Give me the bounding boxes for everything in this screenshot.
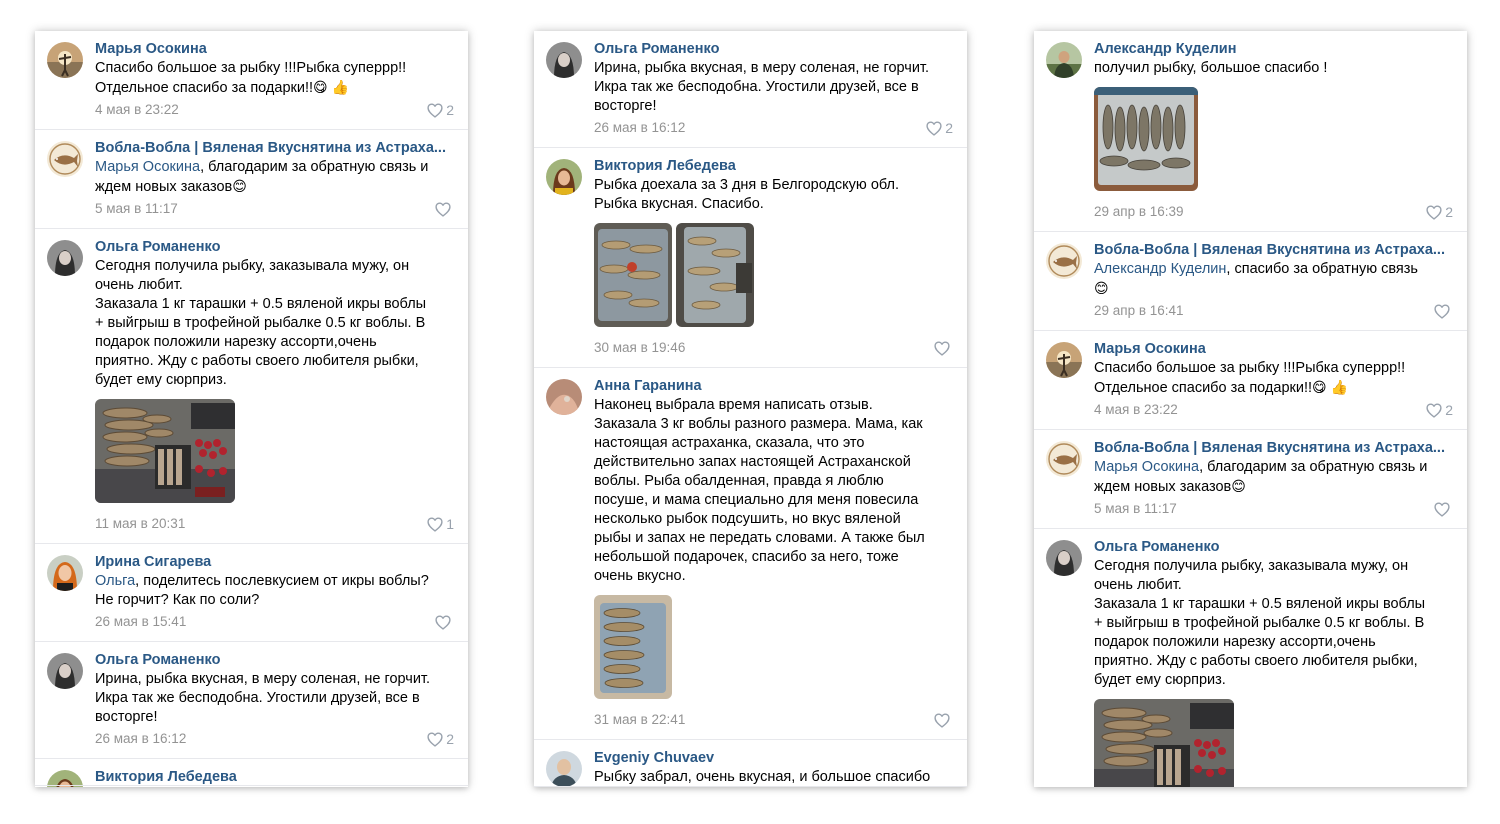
comment-date[interactable]: 5 мая в 11:17 bbox=[95, 201, 178, 216]
comment-text: Рыбка доехала за 3 дня в Белгородскую обл. Рыбка вкусная. Спасибо. bbox=[594, 177, 900, 212]
comment bbox=[534, 148, 967, 368]
like-button[interactable] bbox=[1425, 400, 1453, 420]
comment bbox=[1034, 430, 1467, 529]
comment-date[interactable]: 4 мая в 23:22 bbox=[1094, 402, 1178, 417]
comment bbox=[1034, 331, 1467, 430]
comment-author[interactable]: Вобла-Вобла | Вяленая Вкуснятина из Астраха... bbox=[1094, 242, 1445, 258]
avatar[interactable] bbox=[47, 240, 83, 276]
like-count: 2 bbox=[1445, 402, 1453, 418]
comment-text: Сегодня получила рыбку, заказывала мужу, он очень любит. Заказала 1 кг тарашки + 0.5 вяленой икры воблы + выйгрыш в трофейной рыбалке 0.5 кг воблы. В подарок положили нарезку ассорти,очень приятно. Жду с работы своего любителя рыбки, будет ему сюрприз. bbox=[95, 258, 427, 388]
comment-text: Марья Осокина, благодарим за обратную связь и ждем новых заказов😊 bbox=[1094, 459, 1428, 495]
emoji: 😋 👍 bbox=[313, 79, 349, 95]
avatar[interactable] bbox=[47, 42, 83, 78]
photo-thumbnail[interactable] bbox=[1094, 699, 1234, 787]
avatar[interactable] bbox=[546, 751, 582, 787]
comment-date[interactable]: 4 мая в 23:22 bbox=[95, 102, 179, 117]
comment-author[interactable]: Марья Осокина bbox=[95, 41, 207, 57]
comment-date[interactable]: 29 апр в 16:41 bbox=[1094, 303, 1184, 318]
heart-outline-icon bbox=[933, 712, 951, 728]
like-button[interactable] bbox=[426, 514, 454, 534]
comment-footer bbox=[594, 118, 953, 148]
emoji: 😊 bbox=[232, 178, 247, 194]
comment-author[interactable]: Анна Гаранина bbox=[594, 378, 702, 394]
like-count: 1 bbox=[446, 516, 454, 532]
comment-author[interactable]: Марья Осокина bbox=[1094, 341, 1206, 357]
comment-text: Ирина, рыбка вкусная, в меру соленая, не горчит. Икра так же бесподобна. Угостили друзей, все в восторге! bbox=[95, 671, 430, 725]
photo-attachments bbox=[594, 595, 953, 699]
like-button[interactable] bbox=[426, 100, 454, 120]
comment-text: Наконец выбрала время написать отзыв. Заказала 3 кг воблы разного размера. Мама, как настоящая астраханка, сказала, что это действительно запах настоящей Астраханской воблы. Рыба обалденная, правда я люблю посуше, и мама специально для меня повесила несколько рыбок подсушить, но вкус вяленой рыбы и запах не передать словами. А также был небольшой подарочек, спасибо за него, тоже очень вкусно. bbox=[594, 397, 925, 584]
photo-attachments bbox=[1094, 699, 1453, 787]
avatar[interactable] bbox=[47, 141, 83, 177]
mention-link[interactable]: Марья Осокина bbox=[95, 159, 201, 175]
like-count: 2 bbox=[1445, 204, 1453, 220]
comment-text: Спасибо большое за рыбку !!!Рыбка суперрр!! Отдельное спасибо за подарки!!😋 👍 bbox=[1094, 360, 1406, 396]
avatar[interactable] bbox=[546, 379, 582, 415]
like-button[interactable] bbox=[1433, 499, 1453, 519]
like-button[interactable] bbox=[1425, 202, 1453, 222]
photo-thumbnail[interactable] bbox=[594, 223, 672, 327]
emoji: 😋 👍 bbox=[1312, 379, 1348, 395]
photo-attachments bbox=[594, 223, 953, 327]
comment-footer bbox=[95, 100, 454, 130]
like-button[interactable] bbox=[925, 118, 953, 138]
comment bbox=[1034, 529, 1467, 787]
heart-outline-icon bbox=[426, 516, 444, 532]
emoji: 😊 bbox=[1231, 478, 1246, 494]
comment-footer bbox=[1094, 202, 1453, 232]
comment-footer bbox=[95, 199, 454, 229]
comment-footer bbox=[1094, 499, 1453, 529]
comment-date[interactable]: 5 мая в 11:17 bbox=[1094, 501, 1177, 516]
photo-thumbnail[interactable] bbox=[594, 595, 672, 699]
comment-date[interactable]: 29 апр в 16:39 bbox=[1094, 204, 1184, 219]
heart-outline-icon bbox=[426, 102, 444, 118]
heart-outline-icon bbox=[925, 120, 943, 136]
comment bbox=[35, 130, 468, 229]
comment-author[interactable]: Evgeniy Chuvaev bbox=[594, 750, 715, 766]
comment-footer bbox=[95, 514, 454, 544]
comment bbox=[1034, 232, 1467, 331]
like-button[interactable] bbox=[933, 338, 953, 358]
mention-link[interactable]: Александр Куделин bbox=[1094, 261, 1227, 277]
avatar[interactable] bbox=[1046, 243, 1082, 279]
heart-outline-icon bbox=[933, 340, 951, 356]
comment-author[interactable]: Вобла-Вобла | Вяленая Вкуснятина из Астраха... bbox=[1094, 440, 1445, 456]
comments-panel-1 bbox=[35, 31, 468, 787]
like-button[interactable] bbox=[1433, 301, 1453, 321]
avatar[interactable] bbox=[1046, 540, 1082, 576]
heart-outline-icon bbox=[434, 201, 452, 217]
comment-author[interactable]: Ирина Сигарева bbox=[95, 554, 212, 570]
photo-thumbnail[interactable] bbox=[1094, 87, 1198, 191]
avatar[interactable] bbox=[1046, 342, 1082, 378]
like-count: 2 bbox=[446, 102, 454, 118]
photo-thumbnail[interactable] bbox=[676, 223, 754, 327]
comment-author[interactable]: Александр Куделин bbox=[1094, 41, 1237, 57]
comment-text: Сегодня получила рыбку, заказывала мужу, он очень любит. Заказала 1 кг тарашки + 0.5 вяленой икры воблы + выйгрыш в трофейной рыбалке 0.5 кг воблы. В подарок положили нарезку ассорти,очень приятно. Жду с работы своего любителя рыбки, будет ему сюрприз. bbox=[1094, 558, 1426, 688]
mention-link[interactable]: Ольга bbox=[95, 573, 136, 589]
like-count: 2 bbox=[945, 120, 953, 136]
comment-date[interactable]: 11 мая в 20:31 bbox=[95, 516, 186, 531]
heart-outline-icon bbox=[1433, 501, 1451, 517]
comment-date[interactable]: 26 мая в 15:41 bbox=[95, 614, 187, 629]
like-button[interactable] bbox=[933, 710, 953, 730]
comment-footer bbox=[1094, 400, 1453, 430]
heart-outline-icon bbox=[1433, 303, 1451, 319]
comment-footer bbox=[594, 710, 953, 740]
comment bbox=[1034, 31, 1467, 232]
emoji: 😊 bbox=[1094, 280, 1109, 296]
photo-thumbnail[interactable] bbox=[95, 399, 235, 503]
avatar[interactable] bbox=[1046, 441, 1082, 477]
comment-text: Александр Куделин, спасибо за обратную связь 😊 bbox=[1094, 261, 1418, 296]
avatar[interactable] bbox=[546, 42, 582, 78]
mention-link[interactable]: Марья Осокина bbox=[1094, 459, 1200, 475]
like-count: 2 bbox=[446, 731, 454, 747]
avatar[interactable] bbox=[47, 653, 83, 689]
comment-footer bbox=[95, 612, 454, 642]
comment-text: Рыбку забрал, очень вкусная, и большое спасибо bbox=[594, 769, 931, 785]
comment bbox=[534, 31, 967, 148]
comment-footer bbox=[594, 338, 953, 368]
comment bbox=[35, 544, 468, 642]
like-button[interactable] bbox=[426, 729, 454, 749]
comment-footer bbox=[1094, 301, 1453, 331]
comment-author[interactable]: Ольга Романенко bbox=[95, 652, 221, 668]
comment-text: Спасибо большое за рыбку !!!Рыбка суперрр!! Отдельное спасибо за подарки!!😋 👍 bbox=[95, 60, 407, 96]
heart-outline-icon bbox=[1425, 402, 1443, 418]
comment-author[interactable]: Ольга Романенко bbox=[594, 41, 720, 57]
comment bbox=[35, 229, 468, 544]
comment-author[interactable]: Вобла-Вобла | Вяленая Вкуснятина из Астраха... bbox=[95, 140, 446, 156]
comment bbox=[35, 642, 468, 759]
avatar[interactable] bbox=[47, 770, 83, 787]
comment-date[interactable]: 31 мая в 22:41 bbox=[594, 712, 686, 727]
comment-date[interactable]: 30 мая в 19:46 bbox=[594, 340, 686, 355]
comment-author[interactable]: Ольга Романенко bbox=[95, 239, 221, 255]
comment bbox=[35, 31, 468, 130]
avatar[interactable] bbox=[546, 159, 582, 195]
comment-text: Марья Осокина, благодарим за обратную связь и ждем новых заказов😊 bbox=[95, 159, 429, 195]
comment bbox=[35, 759, 468, 786]
comment-date[interactable]: 26 мая в 16:12 bbox=[594, 120, 686, 135]
avatar[interactable] bbox=[1046, 42, 1082, 78]
photo-attachments bbox=[95, 399, 454, 503]
comment-date[interactable]: 26 мая в 16:12 bbox=[95, 731, 187, 746]
comments-panel-2 bbox=[534, 31, 967, 787]
heart-outline-icon bbox=[1425, 204, 1443, 220]
like-button[interactable] bbox=[434, 199, 454, 219]
comment-footer bbox=[95, 729, 454, 759]
comment-text: Ирина, рыбка вкусная, в меру соленая, не горчит. Икра так же бесподобна. Угостили друзей, все в восторге! bbox=[594, 60, 929, 114]
photo-attachments bbox=[1094, 87, 1453, 191]
avatar[interactable] bbox=[47, 555, 83, 591]
comment bbox=[534, 368, 967, 740]
comment-author[interactable]: Виктория Лебедева bbox=[95, 769, 237, 785]
comment-text: получил рыбку, большое спасибо ! bbox=[1094, 60, 1328, 76]
heart-outline-icon bbox=[426, 731, 444, 747]
like-button[interactable] bbox=[434, 612, 454, 632]
comment-text: Ольга, поделитесь послевкусием от икры воблы? Не горчит? Как по соли? bbox=[95, 573, 429, 608]
comment-author[interactable]: Ольга Романенко bbox=[1094, 539, 1220, 555]
comment bbox=[534, 740, 967, 787]
heart-outline-icon bbox=[434, 614, 452, 630]
comment-author[interactable]: Виктория Лебедева bbox=[594, 158, 736, 174]
comments-panel-3 bbox=[1034, 31, 1467, 787]
